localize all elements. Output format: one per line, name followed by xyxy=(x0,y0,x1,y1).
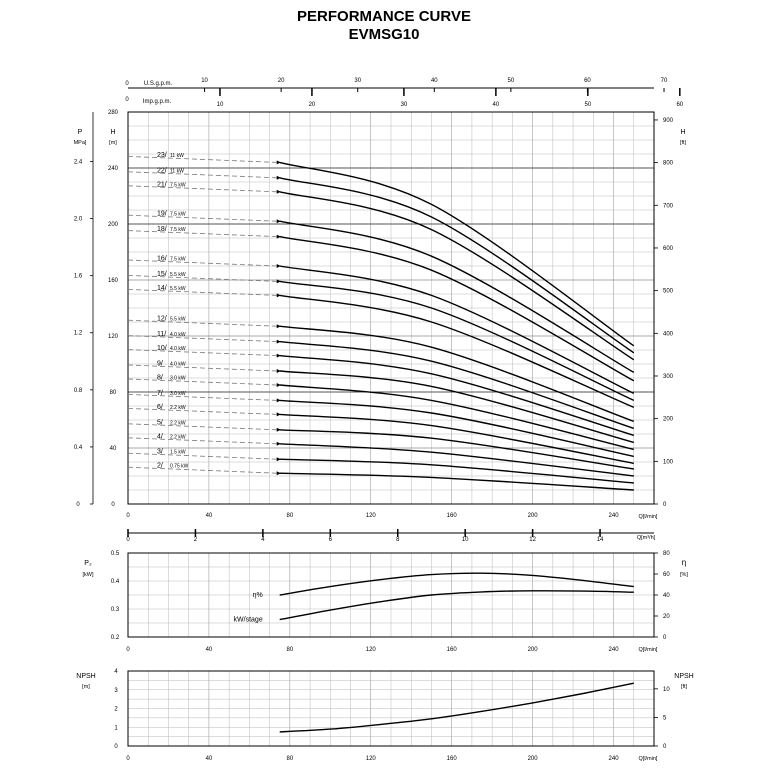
head-curve-start-marker xyxy=(277,442,281,446)
head-curve-start-marker xyxy=(277,383,281,387)
head-label-leader xyxy=(128,365,277,371)
npsh-ft-tick-label: 10 xyxy=(663,686,670,693)
pressure-tick-label: 2.0 xyxy=(73,216,83,223)
head-x-tick-label: 0 xyxy=(126,513,130,519)
top-us-tick-label: 50 xyxy=(507,78,515,84)
head-x-tick-label: 160 xyxy=(446,513,457,519)
eta-axis-title: η xyxy=(681,558,687,567)
power-x-tick-label: 80 xyxy=(286,647,294,653)
head-curve-start-marker xyxy=(277,324,281,328)
m3h-tick-label: 6 xyxy=(328,537,332,543)
head-curve-power: 7.5 kW xyxy=(170,256,186,263)
pressure-tick-label: 0.8 xyxy=(73,387,83,394)
head-curve-power: 3.0 kW xyxy=(170,390,186,397)
npsh-curve xyxy=(280,683,634,732)
m3h-tick-label: 2 xyxy=(193,537,198,543)
head-tick-label: 80 xyxy=(109,390,117,396)
head-curve-power: 2.2 kW xyxy=(170,404,186,411)
head-curve xyxy=(280,162,634,345)
head-label-leader xyxy=(128,467,277,473)
head-curve-power: 11 kW xyxy=(170,168,184,175)
head-curve-power: 7.5 kW xyxy=(170,227,186,234)
efficiency-label: η% xyxy=(252,592,263,599)
top-us-zero: 0 xyxy=(125,81,129,87)
head-curve-label: 14/ xyxy=(157,284,167,292)
top-us-label: U.S.g.p.m. xyxy=(143,81,173,87)
power-x-tick-label: 240 xyxy=(608,647,619,653)
head-curve-label: 7/ xyxy=(157,389,163,397)
power-x-tick-label: 120 xyxy=(365,647,376,653)
head-curve xyxy=(280,237,634,381)
top-imp-tick-label: 10 xyxy=(216,102,224,108)
top-imp-label: Imp.g.p.m. xyxy=(142,99,172,105)
kw-per-stage-label: kW/stage xyxy=(233,616,263,624)
power-x-tick-label: 200 xyxy=(527,647,538,653)
m3h-axis-title: Q[m³/h] xyxy=(636,535,656,541)
ft-tick-label: 100 xyxy=(663,459,674,466)
head-x-tick-label: 200 xyxy=(527,513,538,519)
head-curve-power: 4.0 kW xyxy=(170,332,186,339)
head-curve-power: 5.5 kW xyxy=(170,285,186,292)
head-curve-power: 4.0 kW xyxy=(170,361,186,368)
head-curve-label: 8/ xyxy=(157,374,163,382)
npsh-ft-tick-label: 0 xyxy=(663,744,667,750)
head-curve-power: 3.0 kW xyxy=(170,375,186,382)
m3h-tick-label: 10 xyxy=(461,537,469,543)
top-us-tick-label: 30 xyxy=(354,78,362,84)
m3h-tick-label: 0 xyxy=(126,537,130,543)
ft-tick-label: 700 xyxy=(663,203,674,210)
chart-model: EVMSG10 xyxy=(348,26,420,43)
head-curve-label: 23/ xyxy=(157,151,167,159)
head-tick-label: 280 xyxy=(107,110,119,116)
pressure-axis-unit: MPa] xyxy=(73,140,87,146)
power-tick-label: 0.3 xyxy=(110,607,120,613)
head-curve xyxy=(280,295,634,407)
head-label-leader xyxy=(128,320,277,326)
npsh-x-tick-label: 40 xyxy=(205,756,213,762)
head-curve-power: 7.5 kW xyxy=(170,211,186,218)
ft-axis-unit: [ft] xyxy=(679,140,687,146)
head-label-leader xyxy=(128,156,277,162)
head-axis-unit: [m] xyxy=(109,140,117,146)
power-x-tick-label: 0 xyxy=(126,647,130,653)
ft-tick-label: 200 xyxy=(663,416,674,423)
power-tick-label: 0.2 xyxy=(110,635,120,641)
head-curve-label: 18/ xyxy=(157,226,167,234)
npsh-ft-axis-unit: [ft] xyxy=(680,684,688,690)
head-curve-start-marker xyxy=(277,160,281,164)
head-label-leader xyxy=(128,275,277,281)
head-curve-start-marker xyxy=(277,340,281,344)
power-x-axis-title: Q[l/min] xyxy=(638,647,658,653)
head-curve-start-marker xyxy=(277,428,281,432)
npsh-axis-title: NPSH xyxy=(76,673,96,680)
top-imp-tick-label: 60 xyxy=(676,102,684,108)
head-curve-power: 5.5 kW xyxy=(170,271,186,278)
power-axis-title: P₂ xyxy=(84,560,92,567)
head-label-leader xyxy=(128,438,277,444)
head-label-leader xyxy=(128,424,277,430)
head-curve-label: 21/ xyxy=(157,181,167,189)
head-curve-power: 2.2 kW xyxy=(170,420,186,427)
head-curve-start-marker xyxy=(277,398,281,402)
npsh-x-tick-label: 120 xyxy=(365,756,376,762)
ft-tick-label: 900 xyxy=(663,117,674,124)
head-label-leader xyxy=(128,394,277,400)
head-curve-start-marker xyxy=(277,457,281,461)
head-curve-power: 5.5 kW xyxy=(170,316,186,323)
head-curve-label: 22/ xyxy=(157,167,167,175)
top-imp-tick-label: 50 xyxy=(584,102,592,108)
head-x-tick-label: 80 xyxy=(286,513,294,519)
ft-tick-label: 0 xyxy=(663,502,667,508)
eta-tick-label: 40 xyxy=(663,593,670,599)
ft-tick-label: 300 xyxy=(663,373,674,380)
npsh-tick-label: 4 xyxy=(114,669,118,675)
pressure-tick-label: 1.6 xyxy=(73,273,83,280)
npsh-x-tick-label: 160 xyxy=(446,756,457,762)
head-curve-label: 6/ xyxy=(157,403,163,411)
pressure-tick-label: 0.4 xyxy=(73,444,83,451)
head-curve-power: 11 kW xyxy=(170,152,184,159)
head-curve-power: 7.5 kW xyxy=(170,182,186,189)
head-label-leader xyxy=(128,289,277,295)
top-imp-tick-label: 40 xyxy=(492,102,500,108)
top-us-tick-label: 60 xyxy=(584,78,591,84)
pressure-axis-title: P xyxy=(77,129,83,136)
head-curve xyxy=(280,281,634,400)
ft-tick-label: 600 xyxy=(663,245,674,252)
head-curve-start-marker xyxy=(277,219,281,223)
power-x-tick-label: 160 xyxy=(446,647,457,653)
ft-tick-label: 500 xyxy=(663,288,674,295)
npsh-x-tick-label: 0 xyxy=(126,756,130,762)
head-curve-label: 15/ xyxy=(157,270,167,278)
head-curve-start-marker xyxy=(277,354,281,358)
npsh-x-tick-label: 80 xyxy=(286,756,294,762)
head-label-leader xyxy=(128,336,277,342)
head-curve-label: 2/ xyxy=(157,462,163,470)
head-label-leader xyxy=(128,408,277,414)
head-curve-label: 12/ xyxy=(157,315,167,323)
head-label-leader xyxy=(128,215,277,221)
npsh-tick-label: 0 xyxy=(114,744,118,750)
head-curve-label: 9/ xyxy=(157,360,163,368)
top-imp-tick-label: 20 xyxy=(308,102,316,108)
power-x-tick-label: 40 xyxy=(205,647,213,653)
eta-axis-unit: [%] xyxy=(680,572,688,578)
head-tick-label: 0 xyxy=(111,502,115,508)
head-curve-start-marker xyxy=(277,471,281,475)
top-us-tick-label: 20 xyxy=(277,78,285,84)
head-curve-label: 3/ xyxy=(157,448,163,456)
head-label-leader xyxy=(128,379,277,385)
power-tick-label: 0.5 xyxy=(110,551,120,557)
top-us-tick-label: 70 xyxy=(660,78,668,84)
npsh-x-tick-label: 200 xyxy=(527,756,538,762)
head-curve-start-marker xyxy=(277,176,281,180)
head-x-tick-label: 240 xyxy=(608,513,619,519)
npsh-tick-label: 1 xyxy=(114,725,118,732)
chart-title: PERFORMANCE CURVE xyxy=(297,8,471,25)
ft-tick-label: 400 xyxy=(663,331,674,338)
head-curve xyxy=(280,178,634,353)
head-label-leader xyxy=(128,350,277,356)
m3h-tick-label: 12 xyxy=(529,537,536,543)
eta-tick-label: 80 xyxy=(663,551,670,557)
head-curve-start-marker xyxy=(277,369,281,373)
head-curve-label: 11/ xyxy=(157,331,167,339)
head-tick-label: 200 xyxy=(107,222,119,228)
head-x-axis-title: Q[l/min] xyxy=(638,514,658,520)
head-x-tick-label: 120 xyxy=(365,513,376,519)
head-tick-label: 120 xyxy=(107,334,119,340)
head-x-tick-label: 40 xyxy=(205,513,213,519)
eta-tick-label: 20 xyxy=(663,614,670,620)
head-curve-label: 16/ xyxy=(157,255,167,263)
head-curve xyxy=(280,192,634,360)
top-imp-zero: 0 xyxy=(125,97,129,103)
m3h-tick-label: 4 xyxy=(261,537,265,543)
head-curve-label: 19/ xyxy=(157,210,167,218)
head-curve xyxy=(280,473,634,490)
top-us-tick-label: 10 xyxy=(201,78,208,84)
head-curve-start-marker xyxy=(277,412,281,416)
head-label-leader xyxy=(128,186,277,192)
npsh-axis-unit: [m] xyxy=(82,684,90,690)
head-curve-power: 0.75 kW xyxy=(170,463,189,470)
head-curve-label: 4/ xyxy=(157,433,163,441)
npsh-tick-label: 2 xyxy=(114,706,118,713)
head-curve-power: 1.5 kW xyxy=(170,449,186,456)
head-label-leader xyxy=(128,231,277,237)
head-curve-label: 10/ xyxy=(157,345,167,353)
ft-tick-label: 800 xyxy=(663,160,674,167)
npsh-tick-label: 3 xyxy=(114,687,118,694)
head-curve-label: 5/ xyxy=(157,419,163,427)
head-curve-power: 2.2 kW xyxy=(170,434,186,441)
head-curve-start-marker xyxy=(277,190,281,194)
top-us-tick-label: 40 xyxy=(430,78,438,84)
npsh-x-axis-title: Q[l/min] xyxy=(638,756,658,762)
m3h-tick-label: 14 xyxy=(596,537,604,543)
m3h-tick-label: 8 xyxy=(396,537,400,543)
ft-axis-title: H xyxy=(680,129,686,136)
head-tick-label: 160 xyxy=(107,278,119,284)
head-curve-power: 4.0 kW xyxy=(170,346,186,353)
head-tick-label: 40 xyxy=(109,446,117,452)
head-label-leader xyxy=(128,172,277,178)
head-label-leader xyxy=(128,260,277,266)
pressure-tick-label: 0 xyxy=(76,502,80,508)
head-curve xyxy=(280,414,634,463)
npsh-ft-axis-title: NPSH xyxy=(674,673,694,680)
top-imp-tick-label: 30 xyxy=(400,102,408,108)
pressure-tick-label: 2.4 xyxy=(73,159,83,166)
head-tick-label: 240 xyxy=(107,166,119,172)
npsh-ft-tick-label: 5 xyxy=(663,715,667,722)
head-axis-title: H xyxy=(110,129,116,136)
eta-tick-label: 0 xyxy=(663,635,667,641)
pressure-tick-label: 1.2 xyxy=(73,330,83,337)
head-label-leader xyxy=(128,453,277,459)
npsh-x-tick-label: 240 xyxy=(608,756,619,762)
eta-tick-label: 60 xyxy=(663,572,670,578)
power-tick-label: 0.4 xyxy=(110,579,120,585)
head-curve-start-marker xyxy=(277,264,281,268)
power-axis-unit: [kW] xyxy=(82,572,94,578)
